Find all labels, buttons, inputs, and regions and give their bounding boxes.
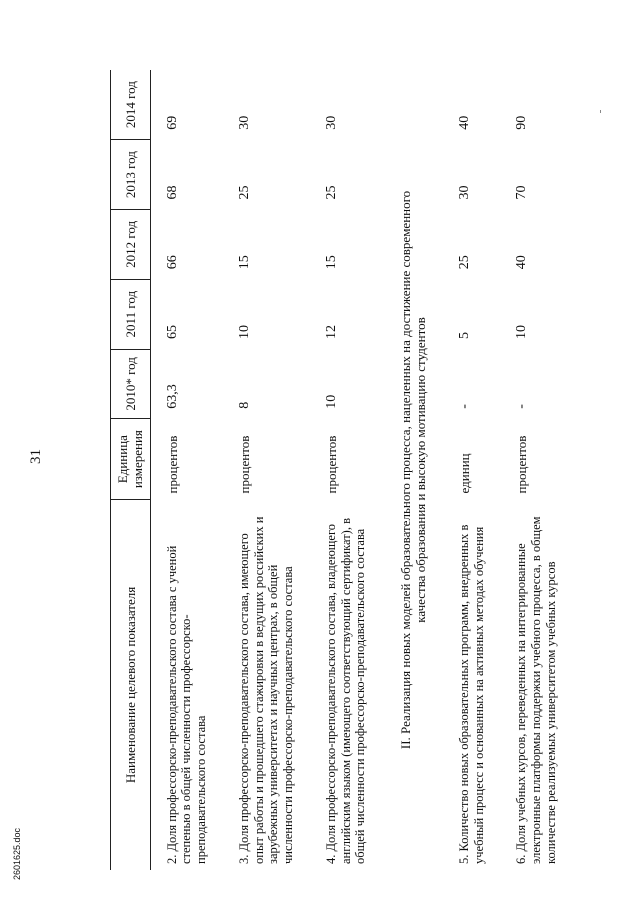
row-value: 66 bbox=[164, 255, 180, 270]
table-row bbox=[150, 70, 223, 870]
row-name: 3. Доля профессорско-преподавательского состава, имеющего опыт работы и прошедшего стажировки в ведущих российских и зарубежных университетах и научных центрах, в общей численности профессорско-преподавательского состава bbox=[236, 516, 296, 864]
row-name: 2. Доля профессорско-преподавательского состава с ученой степенью в общей численности профессорско-преподавательского состава bbox=[164, 545, 209, 864]
row-value: - bbox=[514, 404, 530, 409]
row-value: 15 bbox=[236, 255, 252, 270]
row-value: 30 bbox=[456, 185, 472, 200]
header-unit: Единица измерения bbox=[111, 419, 151, 500]
row-value: 10 bbox=[514, 325, 530, 340]
section-heading: II. Реализация новых моделей образовательного процесса, нацеленных на достижение современного качества образования и высокую мотивацию студентов bbox=[398, 190, 429, 750]
table-row bbox=[223, 70, 310, 870]
rotated-table-container bbox=[110, 70, 580, 870]
row-value: 63,3 bbox=[164, 384, 180, 409]
row-value: 25 bbox=[323, 185, 339, 200]
row-value: 69 bbox=[164, 115, 180, 130]
row-value: 70 bbox=[514, 185, 530, 200]
row-value: 90 bbox=[514, 115, 530, 130]
table-header bbox=[111, 70, 151, 870]
row-unit: процентов bbox=[514, 435, 530, 494]
row-value: 5 bbox=[456, 332, 472, 340]
page-number: 31 bbox=[28, 449, 44, 464]
row-value: 10 bbox=[236, 325, 252, 340]
header-year-2010: 2010* год bbox=[111, 349, 151, 419]
row-value: 65 bbox=[164, 325, 180, 340]
row-value: 40 bbox=[514, 255, 530, 270]
row-value: 8 bbox=[236, 401, 252, 409]
row-name: 5. Количество новых образовательных программ, внедренных в учебный процесс и основанных на активных методах обучения bbox=[456, 524, 486, 864]
table-row bbox=[443, 70, 501, 870]
row-name: 6. Доля учебных курсов, переведенных на интегрированные электронные платформы поддержки учебного процесса, в общем количестве реализуемых университетом учебных курсов bbox=[514, 516, 558, 864]
row-value: 25 bbox=[456, 255, 472, 270]
section-heading-row bbox=[382, 70, 443, 870]
row-name: 4. Доля профессорско-преподавательского состава, владеющего английским языком (имеющего соответствующий сертификат), в общей численности профессорско-преподавательского состава bbox=[323, 518, 368, 864]
row-unit: процентов bbox=[164, 435, 180, 494]
row-value: 30 bbox=[323, 115, 339, 130]
row-value: 10 bbox=[323, 394, 339, 409]
row-value: 68 bbox=[164, 185, 180, 200]
row-value: 25 bbox=[236, 185, 252, 200]
row-value: - bbox=[456, 404, 472, 409]
header-year-2013: 2013 год bbox=[111, 140, 151, 210]
header-name: Наименование целевого показателя bbox=[111, 499, 151, 870]
row-value: 40 bbox=[456, 115, 472, 130]
scan-mark bbox=[600, 110, 601, 113]
header-year-2011: 2011 год bbox=[111, 279, 151, 349]
row-value: 15 bbox=[323, 255, 339, 270]
row-value: 12 bbox=[323, 325, 339, 340]
row-value: 30 bbox=[236, 115, 252, 130]
indicators-table bbox=[110, 70, 573, 870]
table-row bbox=[500, 70, 572, 870]
row-unit: процентов bbox=[236, 435, 252, 494]
header-year-2014: 2014 год bbox=[111, 70, 151, 140]
row-unit: единиц bbox=[456, 453, 472, 494]
table-row bbox=[310, 70, 382, 870]
header-year-2012: 2012 год bbox=[111, 210, 151, 280]
row-unit: процентов bbox=[323, 435, 339, 494]
footer-document-name: 2601625.doc bbox=[12, 827, 22, 880]
